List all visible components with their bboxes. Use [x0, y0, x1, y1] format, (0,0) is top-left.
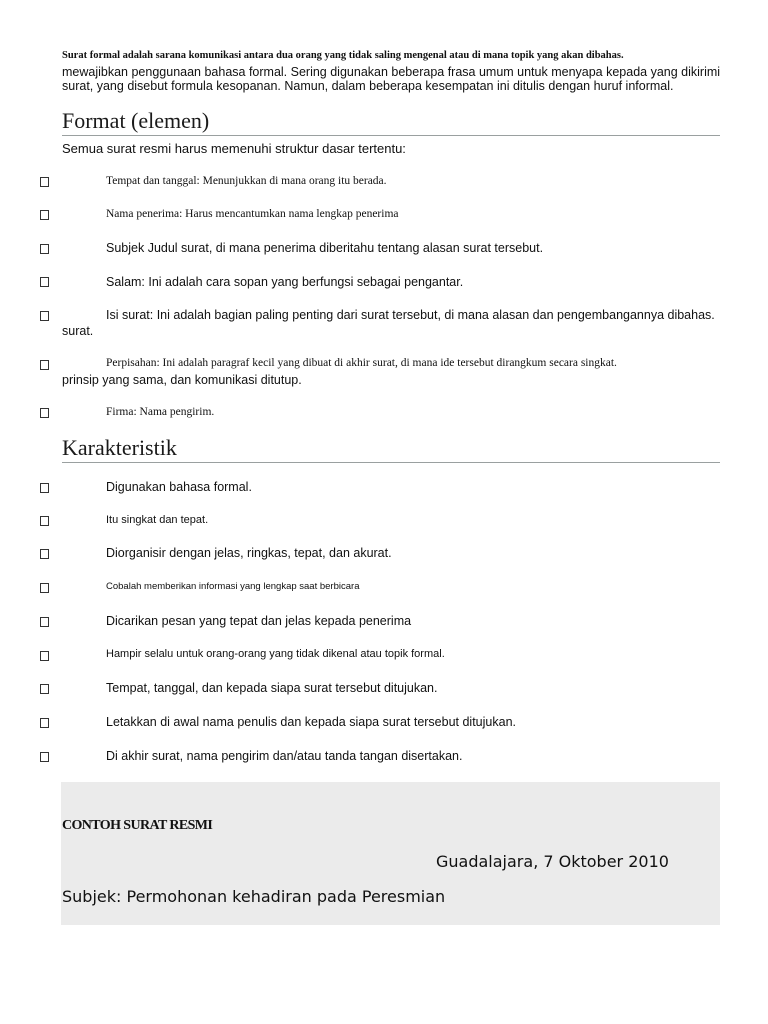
bullet-icon — [40, 244, 50, 254]
bullet-icon — [40, 360, 50, 370]
bullet-icon — [40, 483, 50, 493]
bullet-icon — [40, 516, 50, 526]
format-item: Perpisahan: Ini adalah paragraf kecil yang dibuat di akhir surat, di mana ide tersebut dirangkum secara singkat. — [106, 357, 617, 369]
karakteristik-item: Hampir selalu untuk orang-orang yang tidak dikenal atau topik formal. — [106, 648, 445, 660]
bullet-icon — [40, 177, 50, 187]
bullet-icon — [40, 684, 50, 694]
karakteristik-item: Cobalah memberikan informasi yang lengkap saat berbicara — [106, 581, 360, 592]
bullet-icon — [40, 210, 50, 220]
bullet-icon — [40, 583, 50, 593]
intro-paragraph: mewajibkan penggunaan bahasa formal. Sering digunakan beberapa frasa umum untuk menyapa kepada yang dikirimi surat, yang disebut formula kesopanan. Namun, dalam beberapa kesempatan ini ditulis dengan huruf informal. — [62, 65, 721, 93]
format-item: Subjek Judul surat, di mana penerima diberitahu tentang alasan surat tersebut. — [106, 241, 544, 255]
karakteristik-item: Itu singkat dan tepat. — [106, 514, 209, 526]
example-date: Guadalajara, 7 Oktober 2010 — [436, 852, 669, 871]
section-heading-karakteristik: Karakteristik — [62, 435, 720, 463]
bullet-icon — [40, 718, 50, 728]
bullet-icon — [40, 549, 50, 559]
format-item: Firma: Nama pengirim. — [106, 406, 215, 418]
bullet-icon — [40, 651, 50, 661]
karakteristik-item: Di akhir surat, nama pengirim dan/atau tanda tangan disertakan. — [106, 749, 463, 763]
bullet-icon — [40, 752, 50, 762]
karakteristik-item: Tempat, tanggal, dan kepada siapa surat tersebut ditujukan. — [106, 681, 438, 695]
format-item-continuation: surat. — [62, 324, 94, 338]
format-item-continuation: prinsip yang sama, dan komunikasi ditutup. — [62, 373, 302, 387]
example-title: CONTOH SURAT RESMI — [62, 818, 213, 833]
bullet-icon — [40, 408, 50, 418]
format-item: Isi surat: Ini adalah bagian paling penting dari surat tersebut, di mana alasan dan pengembangannya dibahas. — [106, 308, 715, 322]
bullet-icon — [40, 617, 50, 627]
format-item: Tempat dan tanggal: Menunjukkan di mana orang itu berada. — [106, 175, 387, 187]
format-item: Nama penerima: Harus mencantumkan nama lengkap penerima — [106, 208, 399, 220]
karakteristik-item: Letakkan di awal nama penulis dan kepada siapa surat tersebut ditujukan. — [106, 715, 516, 729]
karakteristik-item: Digunakan bahasa formal. — [106, 480, 252, 494]
format-lead: Semua surat resmi harus memenuhi struktur dasar tertentu: — [62, 141, 406, 156]
bullet-icon — [40, 311, 50, 321]
intro-bold-line: Surat formal adalah sarana komunikasi antara dua orang yang tidak saling mengenal atau di mana topik yang akan dibahas. — [62, 50, 624, 61]
example-subject: Subjek: Permohonan kehadiran pada Peresmian — [62, 887, 446, 906]
karakteristik-item: Diorganisir dengan jelas, ringkas, tepat, dan akurat. — [106, 546, 392, 560]
format-item: Salam: Ini adalah cara sopan yang berfungsi sebagai pengantar. — [106, 275, 464, 289]
bullet-icon — [40, 277, 50, 287]
section-heading-format: Format (elemen) — [62, 108, 720, 136]
karakteristik-item: Dicarikan pesan yang tepat dan jelas kepada penerima — [106, 614, 412, 628]
